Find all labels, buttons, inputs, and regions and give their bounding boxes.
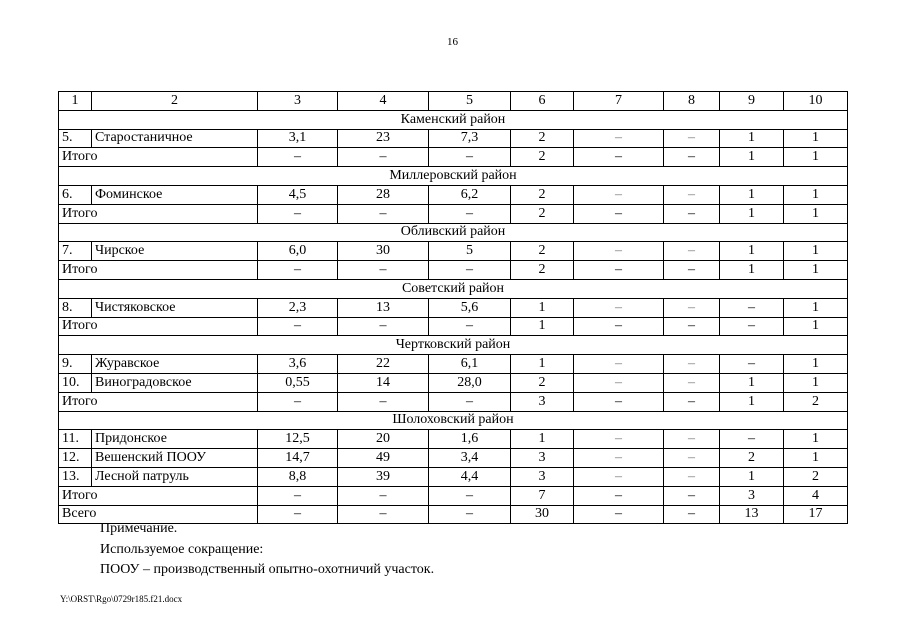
table-cell: 1: [784, 298, 848, 317]
table-row: [59, 129, 848, 148]
table-cell: –: [574, 129, 664, 148]
table-cell: 2: [511, 373, 574, 392]
table-row: [59, 449, 848, 468]
row-number: 6.: [59, 185, 92, 204]
table-cell: 5: [429, 242, 511, 261]
table-cell: 1,6: [429, 430, 511, 449]
column-number-header: 9: [720, 92, 784, 111]
table-cell: 3: [511, 449, 574, 468]
table-row: [59, 430, 848, 449]
table-cell: –: [664, 373, 720, 392]
site-name: Лесной патруль: [92, 467, 258, 486]
table-row: [59, 185, 848, 204]
table-cell: 2: [511, 185, 574, 204]
table-cell: –: [720, 355, 784, 374]
column-number-header: 4: [338, 92, 429, 111]
column-number-header: 8: [664, 92, 720, 111]
table-cell: –: [258, 261, 338, 280]
table-cell: 14,7: [258, 449, 338, 468]
table-cell: 1: [511, 317, 574, 336]
table-cell: 1: [720, 204, 784, 223]
total-label: Итого: [59, 204, 258, 223]
total-row: [59, 261, 848, 280]
table-cell: –: [574, 261, 664, 280]
table-cell: 0,55: [258, 373, 338, 392]
site-name: Виноградовское: [92, 373, 258, 392]
table-cell: 28,0: [429, 373, 511, 392]
site-name: Старостаничное: [92, 129, 258, 148]
table-cell: –: [574, 242, 664, 261]
table-cell: 5,6: [429, 298, 511, 317]
table-cell: 8,8: [258, 467, 338, 486]
table-cell: 6,2: [429, 185, 511, 204]
table-cell: –: [664, 185, 720, 204]
site-name: Придонское: [92, 430, 258, 449]
table-cell: –: [664, 204, 720, 223]
district-section-row: [59, 110, 848, 129]
table-cell: –: [258, 317, 338, 336]
table-cell: –: [574, 467, 664, 486]
table-cell: –: [258, 505, 338, 524]
note-abbrev-heading: Используемое сокращение:: [100, 541, 264, 557]
table-cell: –: [429, 486, 511, 505]
table-row: [59, 373, 848, 392]
table-cell: 1: [784, 430, 848, 449]
table-cell: –: [574, 148, 664, 167]
total-label: Итого: [59, 148, 258, 167]
table-cell: –: [664, 261, 720, 280]
table-cell: 1: [784, 317, 848, 336]
column-number-header: 6: [511, 92, 574, 111]
table-cell: 1: [784, 129, 848, 148]
note-abbrev-definition: ПООУ – производственный опытно-охотничий участок.: [100, 562, 435, 577]
page-number: 16: [447, 36, 458, 48]
column-number-header: 2: [92, 92, 258, 111]
table-cell: –: [664, 129, 720, 148]
table-cell: 1: [511, 355, 574, 374]
total-row: [59, 148, 848, 167]
table-cell: 13: [338, 298, 429, 317]
district-section-row: [59, 279, 848, 298]
district-section-row: [59, 336, 848, 355]
table-cell: –: [664, 355, 720, 374]
table-cell: –: [664, 449, 720, 468]
site-name: Чирское: [92, 242, 258, 261]
district-section-row: [59, 223, 848, 242]
table-cell: 20: [338, 430, 429, 449]
table-cell: –: [338, 148, 429, 167]
table-cell: –: [574, 449, 664, 468]
table-cell: –: [338, 505, 429, 524]
table-cell: –: [574, 204, 664, 223]
table-cell: 3,4: [429, 449, 511, 468]
row-number: 5.: [59, 129, 92, 148]
row-number: 10.: [59, 373, 92, 392]
row-number: 8.: [59, 298, 92, 317]
table-cell: –: [338, 486, 429, 505]
data-table: [58, 91, 848, 524]
table-row: [59, 467, 848, 486]
table-cell: –: [429, 392, 511, 411]
table-cell: –: [429, 505, 511, 524]
table-cell: 1: [720, 467, 784, 486]
table-cell: –: [664, 505, 720, 524]
table-cell: –: [574, 430, 664, 449]
table-row: [59, 355, 848, 374]
table-cell: 2: [511, 204, 574, 223]
table-cell: –: [664, 317, 720, 336]
table-cell: –: [338, 261, 429, 280]
table-cell: 1: [784, 204, 848, 223]
table-cell: –: [429, 204, 511, 223]
table-cell: –: [258, 148, 338, 167]
table-cell: –: [574, 298, 664, 317]
table-cell: –: [664, 298, 720, 317]
table-cell: 13: [720, 505, 784, 524]
table-cell: 2: [720, 449, 784, 468]
table-cell: 2: [784, 467, 848, 486]
table-cell: 1: [784, 373, 848, 392]
table-cell: 6,1: [429, 355, 511, 374]
total-row: [59, 486, 848, 505]
table-cell: 1: [720, 129, 784, 148]
table-cell: 2: [511, 129, 574, 148]
table-cell: –: [574, 373, 664, 392]
district-title: Каменский район: [59, 110, 848, 129]
note-title: Примечание.: [100, 521, 178, 536]
table-cell: 49: [338, 449, 429, 468]
table-cell: 1: [784, 355, 848, 374]
total-label: Всего: [59, 505, 258, 524]
table-cell: 1: [720, 185, 784, 204]
table-cell: –: [429, 261, 511, 280]
table-cell: 7,3: [429, 129, 511, 148]
district-title: Советский район: [59, 279, 848, 298]
table-cell: 14: [338, 373, 429, 392]
column-number-header: 7: [574, 92, 664, 111]
table-cell: –: [338, 392, 429, 411]
table-row: [59, 298, 848, 317]
column-number-header: 10: [784, 92, 848, 111]
table-cell: 23: [338, 129, 429, 148]
table-cell: –: [720, 430, 784, 449]
district-title: Обливский район: [59, 223, 848, 242]
table-cell: 2: [784, 392, 848, 411]
table-cell: –: [258, 392, 338, 411]
table-cell: 12,5: [258, 430, 338, 449]
table-cell: –: [574, 355, 664, 374]
district-section-row: [59, 411, 848, 430]
table-cell: –: [258, 204, 338, 223]
total-row: [59, 317, 848, 336]
column-number-header: 1: [59, 92, 92, 111]
column-number-header: 5: [429, 92, 511, 111]
table-cell: –: [720, 317, 784, 336]
table-cell: 1: [720, 392, 784, 411]
table-cell: 1: [511, 298, 574, 317]
column-number-header: 3: [258, 92, 338, 111]
row-number: 11.: [59, 430, 92, 449]
table-cell: 1: [784, 185, 848, 204]
table-cell: –: [664, 242, 720, 261]
table-cell: 2: [511, 242, 574, 261]
table-cell: 1: [720, 148, 784, 167]
table-cell: –: [574, 185, 664, 204]
row-number: 12.: [59, 449, 92, 468]
table-cell: 2,3: [258, 298, 338, 317]
total-label: Итого: [59, 392, 258, 411]
table-cell: –: [574, 505, 664, 524]
column-number-row: [59, 92, 848, 111]
table-cell: 1: [720, 242, 784, 261]
table-cell: –: [664, 430, 720, 449]
table-cell: –: [720, 298, 784, 317]
site-name: Чистяковское: [92, 298, 258, 317]
table-cell: 4,5: [258, 185, 338, 204]
table-cell: 1: [720, 373, 784, 392]
table-cell: 7: [511, 486, 574, 505]
table-cell: –: [664, 486, 720, 505]
table-cell: 28: [338, 185, 429, 204]
note-block: [100, 519, 434, 581]
table-cell: 1: [784, 148, 848, 167]
table-cell: 2: [511, 148, 574, 167]
row-number: 9.: [59, 355, 92, 374]
table-cell: 22: [338, 355, 429, 374]
total-row: [59, 204, 848, 223]
table-cell: –: [574, 486, 664, 505]
total-label: Итого: [59, 486, 258, 505]
table-cell: 4: [784, 486, 848, 505]
site-name: Журавское: [92, 355, 258, 374]
table-cell: 30: [511, 505, 574, 524]
table-cell: –: [338, 317, 429, 336]
table-cell: 1: [784, 261, 848, 280]
total-label: Итого: [59, 261, 258, 280]
table-cell: 3,1: [258, 129, 338, 148]
table-cell: –: [664, 148, 720, 167]
table-cell: 1: [784, 242, 848, 261]
row-number: 13.: [59, 467, 92, 486]
table-cell: 6,0: [258, 242, 338, 261]
table-cell: 1: [720, 261, 784, 280]
table-cell: 17: [784, 505, 848, 524]
total-row: [59, 392, 848, 411]
total-label: Итого: [59, 317, 258, 336]
table-cell: –: [429, 148, 511, 167]
table-body: [59, 92, 848, 524]
district-title: Шолоховский район: [59, 411, 848, 430]
file-path: Y:\ORST\Rgo\0729r185.f21.docx: [60, 594, 183, 604]
table-cell: 30: [338, 242, 429, 261]
table-cell: 1: [784, 449, 848, 468]
table-cell: –: [574, 317, 664, 336]
table-cell: –: [664, 467, 720, 486]
table-row: [59, 242, 848, 261]
district-title: Миллеровский район: [59, 167, 848, 186]
site-name: Фоминское: [92, 185, 258, 204]
table-cell: 3: [720, 486, 784, 505]
district-section-row: [59, 167, 848, 186]
table-cell: 1: [511, 430, 574, 449]
table-cell: –: [429, 317, 511, 336]
district-title: Чертковский район: [59, 336, 848, 355]
table-cell: 3: [511, 392, 574, 411]
site-name: Вешенский ПООУ: [92, 449, 258, 468]
table-cell: 39: [338, 467, 429, 486]
table-cell: –: [664, 392, 720, 411]
table-cell: –: [574, 392, 664, 411]
table-cell: 4,4: [429, 467, 511, 486]
table-cell: –: [258, 486, 338, 505]
table-cell: 3: [511, 467, 574, 486]
table-cell: 2: [511, 261, 574, 280]
table-cell: –: [338, 204, 429, 223]
table-cell: 3,6: [258, 355, 338, 374]
row-number: 7.: [59, 242, 92, 261]
